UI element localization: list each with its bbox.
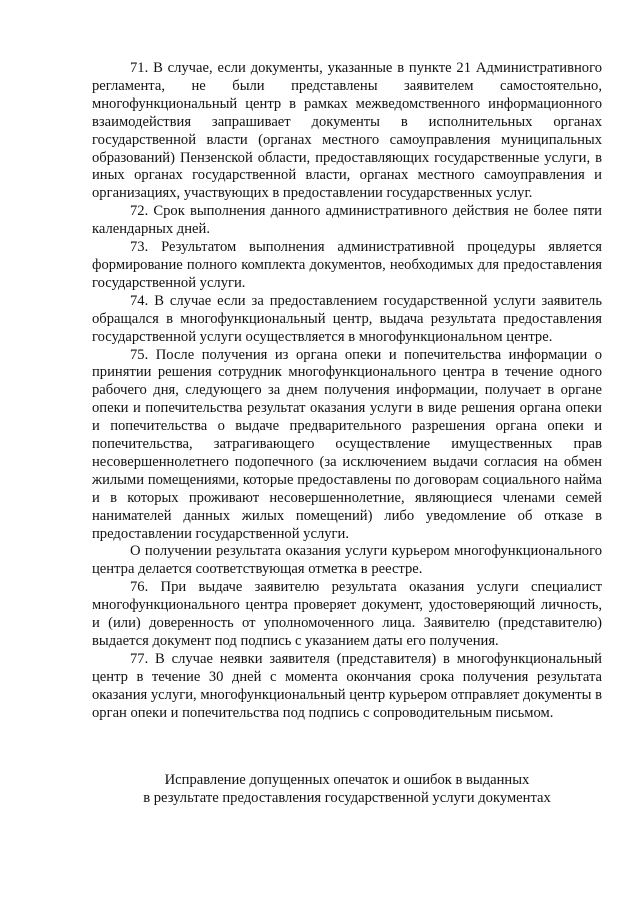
document-body xyxy=(92,60,602,723)
paragraph-75: 75. После получения из органа опеки и попечительства информации о принятии решения сотрудник многофункционального центра в течение одного рабочего дня, следующего за днем получения информации, получает в органе опеки и попечительства результат оказания услуги в виде решения органа опеки и попечительства о выдаче предварительного разрешения органа опеки и попечительства, затрагивающего осуществление имущественных прав несовершеннолетнего подопечного (за исключением выдачи согласия на обмен жилыми помещениями, которые предоставлены по договорам социального найма и в которых проживают несовершеннолетние, являющиеся членами семей нанимателей данных жилых помещений) либо уведомление об отказе в предоставлении государственной услуги. xyxy=(92,346,602,542)
section-heading xyxy=(92,772,602,808)
paragraph-72: 72. Срок выполнения данного административного действия не более пяти календарных дней. xyxy=(92,203,602,238)
paragraph-73: 73. Результатом выполнения административной процедуры является формирование полного комплекта документов, необходимых для предоставления государственной услуги. xyxy=(92,239,602,291)
paragraph-74: 74. В случае если за предоставлением государственной услуги заявитель обращался в многофункциональный центр, выдача результата предоставления государственной услуги осуществляется в многофункциональном центре. xyxy=(92,292,602,345)
paragraph-71: 71. В случае, если документы, указанные в пункте 21 Административного регламента, не были представлены заявителем самостоятельно, многофункциональный центр в рамках межведомственного информационного взаимодействия запрашивает документы в исполнительных органах государственной власти (органах местного самоуправления муниципальных образований) Пензенской области, предоставляющих государственные услуги, в иных органах государственной власти, органах местного самоуправления и организациях, участвующих в предоставлении государственных услуг. xyxy=(92,60,602,202)
paragraph-75-note: О получении результата оказания услуги курьером многофункционального центра делается соответствующая отметка в реестре. xyxy=(92,543,602,578)
section-heading-line-2: в результате предоставления государственной услуги документах xyxy=(143,789,551,806)
paragraph-77: 77. В случае неявки заявителя (представителя) в многофункциональный центр в течение 30 дней с момента окончания срока получения результата оказания услуги, многофункциональный центр курьером отправляет документы в орган опеки и попечительства под подпись с сопроводительным письмом. xyxy=(92,650,602,721)
paragraph-76: 76. При выдаче заявителю результата оказания услуги специалист многофункционального центра проверяет документ, удостоверяющий личность, и (или) доверенность от уполномоченного лица. Заявителю (представителю) выдается документ под подпись с указанием даты его получения. xyxy=(92,579,602,649)
section-heading-line-1: Исправление допущенных опечаток и ошибок в выданных xyxy=(164,772,530,788)
